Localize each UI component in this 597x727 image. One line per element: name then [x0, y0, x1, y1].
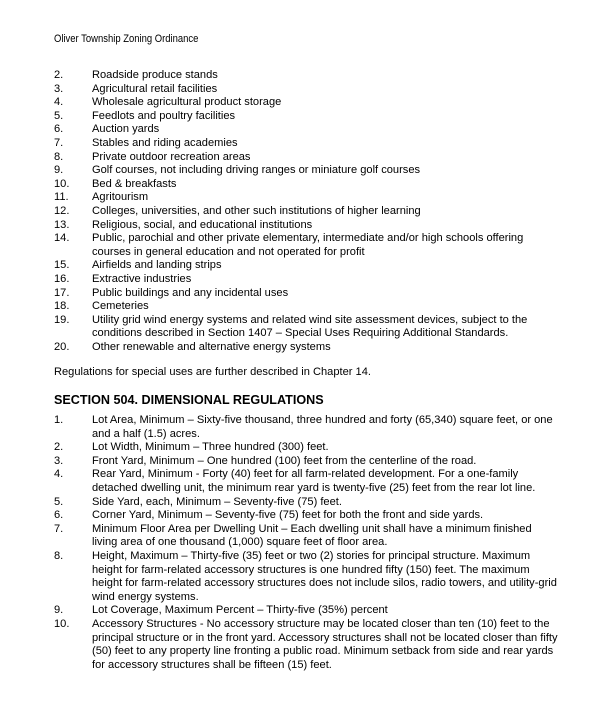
list-item	[54, 123, 559, 137]
list-item-number: 7.	[54, 522, 64, 535]
list-item-text: Other renewable and alternative energy systems	[92, 340, 331, 353]
list-item-text: Public, parochial and other private elementary, intermediate and/or high schools offering courses in general education and not operated for profit	[92, 232, 524, 258]
list-item	[54, 523, 559, 550]
list-item	[54, 219, 559, 233]
list-item-text: Height, Maximum – Thirty-five (35) feet or two (2) stories for principal structure. Maximum height for farm-related accessory structures is one hundred fifty (150) feet. The maximum height for farm-related accessory structures does not include silos, radio towers, and utility-grid wind energy systems.	[92, 549, 557, 603]
list-item-text: Rear Yard, Minimum - Forty (40) feet for all farm-related development. For a one-family detached dwelling unit, the minimum rear yard is twenty-five (25) feet from the rear lot line.	[92, 468, 536, 494]
list-item	[54, 441, 559, 455]
list-item-number: 2.	[54, 69, 64, 81]
list-item	[54, 151, 559, 165]
list-item	[54, 191, 559, 205]
list-item-number: 3.	[54, 82, 64, 95]
list-item-number: 3.	[54, 454, 64, 467]
list-item-number: 13.	[54, 218, 70, 231]
list-item	[54, 300, 559, 314]
list-item-number: 15.	[54, 259, 70, 272]
list-item	[54, 178, 559, 192]
list-item	[54, 414, 559, 441]
list-item-text: Cemeteries	[92, 300, 149, 313]
list-item	[54, 455, 559, 469]
regulations-note: Regulations for special uses are further described in Chapter 14.	[54, 366, 371, 378]
section-title: SECTION 504. DIMENSIONAL REGULATIONS	[54, 393, 324, 407]
list-item	[54, 604, 559, 618]
list-item-text: Side Yard, each, Minimum – Seventy-five (75) feet.	[92, 495, 342, 508]
list-item-text: Feedlots and poultry facilities	[92, 109, 236, 122]
list-item-text: Airfields and landing strips	[92, 259, 222, 272]
list-item-text: Lot Width, Minimum – Three hundred (300) feet.	[92, 441, 329, 454]
list-item	[54, 509, 559, 523]
list-item	[54, 468, 559, 495]
list-item-number: 6.	[54, 123, 64, 136]
list-item-number: 2.	[54, 441, 64, 454]
list-item-number: 5.	[54, 495, 64, 508]
list-item-text: Religious, social, and educational institutions	[92, 218, 313, 231]
list-item	[54, 341, 559, 355]
list-item	[54, 314, 559, 341]
list-item-number: 10.	[54, 617, 70, 630]
list-item-text: Agritourism	[92, 191, 149, 204]
list-item-number: 8.	[54, 150, 64, 163]
list-item	[54, 205, 559, 219]
list-item-text: Colleges, universities, and other such institutions of higher learning	[92, 204, 421, 217]
dimensional-regulations-list	[54, 414, 559, 672]
list-item-number: 9.	[54, 164, 64, 177]
list-item-number: 5.	[54, 109, 64, 122]
list-item-text: Corner Yard, Minimum – Seventy-five (75) feet for both the front and side yards.	[92, 509, 484, 522]
list-item	[54, 96, 559, 110]
list-item	[54, 618, 559, 672]
list-item-text: Private outdoor recreation areas	[92, 150, 251, 163]
list-item-text: Wholesale agricultural product storage	[92, 96, 282, 109]
list-item-number: 16.	[54, 272, 70, 285]
list-item-text: Utility grid wind energy systems and related wind site assessment devices, subject to the conditions described in Section 1407 – Special Uses Requiring Additional Standards.	[92, 313, 528, 340]
list-item-number: 18.	[54, 300, 70, 313]
list-item-number: 17.	[54, 286, 70, 299]
list-item-text: Bed & breakfasts	[92, 177, 177, 190]
list-item-text: Minimum Floor Area per Dwelling Unit – Each dwelling unit shall have a minimum finished living area of one thousand (1,000) square feet of floor area.	[92, 522, 532, 549]
list-item-text: Agricultural retail facilities	[92, 82, 218, 95]
list-item-number: 10.	[54, 177, 70, 190]
list-item-text: Front Yard, Minimum – One hundred (100) feet from the centerline of the road.	[92, 454, 477, 467]
list-item-number: 8.	[54, 549, 64, 562]
list-item	[54, 550, 559, 604]
list-item	[54, 164, 559, 178]
list-item-text: Golf courses, not including driving ranges or miniature golf courses	[92, 164, 421, 177]
list-item-text: Extractive industries	[92, 272, 192, 285]
list-item-number: 20.	[54, 340, 70, 353]
list-item-number: 11.	[54, 191, 69, 204]
list-item-text: Lot Area, Minimum – Sixty-five thousand, three hundred and forty (65,340) square feet, or one and a half (1.5) acres.	[92, 414, 553, 440]
list-item	[54, 273, 559, 287]
list-item-number: 1.	[54, 414, 64, 426]
list-item-text: Public buildings and any incidental uses	[92, 286, 289, 299]
list-item	[54, 232, 559, 259]
list-item-number: 6.	[54, 509, 64, 522]
list-item	[54, 259, 559, 273]
list-item	[54, 110, 559, 124]
list-item	[54, 287, 559, 301]
list-item-number: 7.	[54, 136, 64, 149]
list-item-number: 4.	[54, 96, 64, 109]
list-item-number: 12.	[54, 204, 70, 217]
list-item-text: Auction yards	[92, 123, 160, 136]
list-item-number: 14.	[54, 232, 70, 245]
list-item	[54, 496, 559, 510]
list-item-text: Stables and riding academies	[92, 136, 238, 149]
list-item-text: Roadside produce stands	[92, 69, 218, 81]
list-item-number: 4.	[54, 468, 64, 481]
page-header: Oliver Township Zoning Ordinance	[54, 33, 199, 45]
list-item	[54, 69, 559, 83]
list-item-number: 9.	[54, 604, 64, 617]
list-item	[54, 83, 559, 97]
list-item-text: Accessory Structures - No accessory structure may be located closer than ten (10) feet to the principal structure or in the front yard. Accessory structures shall not be located closer than fifty (50) feet to any property line fronting a public road. Minimum setback from side and rear yards for accessory structures shall be fifteen (15) feet.	[92, 617, 558, 671]
special-uses-list	[54, 69, 559, 354]
list-item-number: 19.	[54, 313, 70, 326]
list-item-text: Lot Coverage, Maximum Percent – Thirty-five (35%) percent	[92, 604, 388, 617]
list-item	[54, 137, 559, 151]
